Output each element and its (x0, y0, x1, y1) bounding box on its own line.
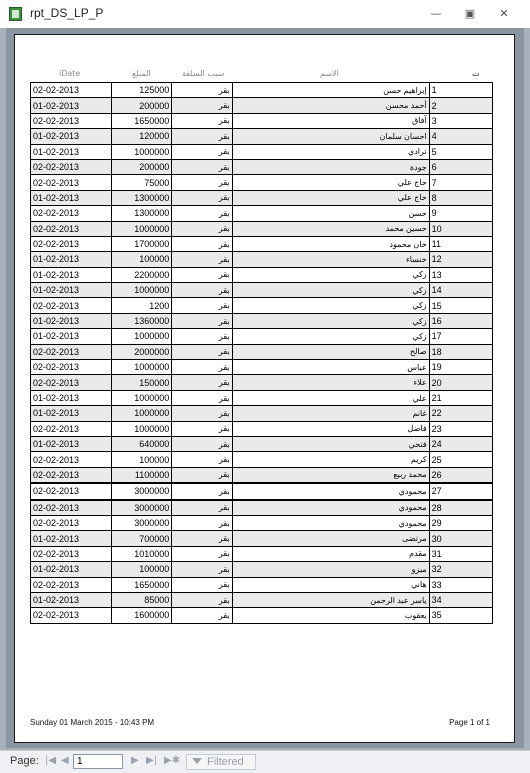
table-row (31, 159, 493, 174)
cell-amount: 1600000 (111, 608, 172, 623)
filter-button[interactable] (186, 754, 256, 770)
table-row (31, 190, 493, 205)
table-row (31, 452, 493, 467)
cell-amount: 1100000 (111, 467, 172, 483)
cell-amount: 700000 (111, 531, 172, 546)
cell-num: 25 (429, 452, 492, 467)
table-row (31, 608, 493, 623)
navigation-bar (0, 750, 530, 773)
cell-reason: بقر (172, 436, 232, 451)
table-row (31, 500, 493, 516)
cell-date: 02-02-2013 (31, 221, 112, 236)
cell-num: 2 (429, 98, 492, 113)
cell-amount: 200000 (111, 159, 172, 174)
cell-name: محمد ربيع (232, 467, 429, 483)
cell-num: 24 (429, 436, 492, 451)
table-row (31, 390, 493, 405)
cell-name: علي (232, 390, 429, 405)
cell-amount: 1300000 (111, 206, 172, 221)
cell-name: غانم (232, 406, 429, 421)
cell-date: 01-02-2013 (31, 562, 112, 577)
cell-num: 23 (429, 421, 492, 436)
cell-num: 18 (429, 344, 492, 359)
cell-date: 02-02-2013 (31, 577, 112, 592)
cell-amount: 120000 (111, 129, 172, 144)
cell-date: 02-02-2013 (31, 421, 112, 436)
restore-icon[interactable]: ▣ (464, 7, 476, 20)
first-page-icon[interactable]: |◀ (45, 755, 57, 766)
cell-reason: بقر (172, 562, 232, 577)
report-page (14, 34, 515, 743)
cell-date: 02-02-2013 (31, 483, 112, 499)
cell-num: 35 (429, 608, 492, 623)
cell-num: 27 (429, 483, 492, 499)
cell-name: زكي (232, 329, 429, 344)
report-table (30, 82, 493, 624)
cell-date: 02-02-2013 (31, 175, 112, 190)
table-row (31, 252, 493, 267)
cell-date: 02-02-2013 (31, 546, 112, 561)
cell-reason: بقر (172, 283, 232, 298)
cell-name: مقدم (232, 546, 429, 561)
cell-reason: بقر (172, 531, 232, 546)
report-icon (9, 7, 22, 21)
cell-amount: 125000 (111, 83, 172, 98)
table-row (31, 577, 493, 592)
cell-date: 01-02-2013 (31, 313, 112, 328)
cell-amount: 100000 (111, 562, 172, 577)
cell-date: 02-02-2013 (31, 298, 112, 313)
cell-date: 01-02-2013 (31, 129, 112, 144)
cell-num: 12 (429, 252, 492, 267)
window-title: rpt_DS_LP_P (30, 6, 104, 20)
cell-num: 16 (429, 313, 492, 328)
cell-num: 26 (429, 467, 492, 483)
cell-date: 02-02-2013 (31, 344, 112, 359)
prev-page-icon[interactable]: ◀ (61, 755, 69, 766)
cell-reason: بقر (172, 190, 232, 205)
cell-num: 19 (429, 360, 492, 375)
cell-reason: بقر (172, 500, 232, 516)
cell-reason: بقر (172, 313, 232, 328)
minimize-icon[interactable]: — (430, 7, 442, 20)
cell-amount: 1360000 (111, 313, 172, 328)
cell-name: فاضل (232, 421, 429, 436)
table-row (31, 344, 493, 359)
table-row (31, 531, 493, 546)
cell-amount: 2000000 (111, 344, 172, 359)
cell-reason: بقر (172, 98, 232, 113)
cell-reason: بقر (172, 546, 232, 561)
cell-name: زكي (232, 267, 429, 282)
cell-name: آفاق (232, 113, 429, 128)
cell-name: علاء (232, 375, 429, 390)
cell-date: 01-02-2013 (31, 190, 112, 205)
cell-num: 15 (429, 298, 492, 313)
cell-name: محمودي (232, 483, 429, 499)
cell-date: 02-02-2013 (31, 500, 112, 516)
cell-reason: بقر (172, 267, 232, 282)
cell-amount: 85000 (111, 592, 172, 607)
cell-date: 02-02-2013 (31, 206, 112, 221)
header-reason: سبب السلفة (182, 69, 225, 78)
table-row (31, 467, 493, 483)
cell-date: 02-02-2013 (31, 236, 112, 251)
cell-date: 02-02-2013 (31, 83, 112, 98)
cell-name: زكي (232, 298, 429, 313)
footer-page-count: Page 1 of 1 (449, 718, 490, 727)
cell-name: محمودي (232, 500, 429, 516)
table-row (31, 129, 493, 144)
funnel-icon (192, 758, 202, 764)
cell-amount: 640000 (111, 436, 172, 451)
cell-num: 6 (429, 159, 492, 174)
cell-reason: بقر (172, 452, 232, 467)
cell-reason: بقر (172, 608, 232, 623)
cell-num: 1 (429, 83, 492, 98)
cell-num: 29 (429, 515, 492, 530)
cell-reason: بقر (172, 252, 232, 267)
table-row (31, 283, 493, 298)
cell-reason: بقر (172, 406, 232, 421)
cell-num: 7 (429, 175, 492, 190)
table-row (31, 562, 493, 577)
cell-name: فتحي (232, 436, 429, 451)
cell-num: 14 (429, 283, 492, 298)
cell-name: هاني (232, 577, 429, 592)
header-name: الاسم (320, 69, 339, 78)
table-row (31, 436, 493, 451)
cell-name: صالح (232, 344, 429, 359)
cell-reason: بقر (172, 206, 232, 221)
cell-amount: 1650000 (111, 113, 172, 128)
cell-num: 4 (429, 129, 492, 144)
last-page-icon[interactable]: ▶| (146, 755, 158, 766)
cell-date: 02-02-2013 (31, 515, 112, 530)
cell-num: 11 (429, 236, 492, 251)
cell-name: أحمد محسن (232, 98, 429, 113)
cell-name: ميزو (232, 562, 429, 577)
cell-date: 02-02-2013 (31, 113, 112, 128)
cell-reason: بقر (172, 577, 232, 592)
cell-name: كريم (232, 452, 429, 467)
header-amount: المبلغ (132, 69, 151, 78)
cell-amount: 1000000 (111, 421, 172, 436)
cell-num: 30 (429, 531, 492, 546)
cell-reason: بقر (172, 83, 232, 98)
cell-num: 34 (429, 592, 492, 607)
cell-date: 01-02-2013 (31, 406, 112, 421)
cell-reason: بقر (172, 113, 232, 128)
cell-num: 17 (429, 329, 492, 344)
cell-amount: 1700000 (111, 236, 172, 251)
cell-reason: بقر (172, 236, 232, 251)
cell-amount: 1000000 (111, 221, 172, 236)
cell-amount: 150000 (111, 375, 172, 390)
cell-date: 01-02-2013 (31, 390, 112, 405)
cell-reason: بقر (172, 221, 232, 236)
cell-amount: 3000000 (111, 483, 172, 499)
cell-amount: 1000000 (111, 283, 172, 298)
table-row (31, 329, 493, 344)
cell-date: 02-02-2013 (31, 360, 112, 375)
cell-name: عباس (232, 360, 429, 375)
cell-date: 01-02-2013 (31, 531, 112, 546)
cell-amount: 100000 (111, 252, 172, 267)
cell-date: 02-02-2013 (31, 467, 112, 483)
table-row (31, 83, 493, 98)
table-row (31, 406, 493, 421)
table-row (31, 221, 493, 236)
cell-name: احسان سلمان (232, 129, 429, 144)
cell-amount: 1000000 (111, 144, 172, 159)
header-num: ت (472, 69, 480, 78)
cell-name: إبراهيم حسن (232, 83, 429, 98)
cell-num: 32 (429, 562, 492, 577)
cell-name: حسن (232, 206, 429, 221)
cell-name: حسين محمد (232, 221, 429, 236)
footer-date: Sunday 01 March 2015 - 10:43 PM (30, 718, 155, 727)
cell-amount: 1650000 (111, 577, 172, 592)
cell-num: 9 (429, 206, 492, 221)
cell-name: خنساء (232, 252, 429, 267)
table-row (31, 515, 493, 530)
cell-num: 13 (429, 267, 492, 282)
cell-date: 01-02-2013 (31, 436, 112, 451)
cell-date: 01-02-2013 (31, 252, 112, 267)
cell-num: 8 (429, 190, 492, 205)
cell-date: 02-02-2013 (31, 375, 112, 390)
page-label: Page: (10, 755, 39, 767)
cell-num: 5 (429, 144, 492, 159)
cell-name: ياسر عبد الرحمن (232, 592, 429, 607)
cell-amount: 1200 (111, 298, 172, 313)
cell-reason: بقر (172, 344, 232, 359)
table-row (31, 360, 493, 375)
cell-amount: 1000000 (111, 360, 172, 375)
cell-reason: بقر (172, 360, 232, 375)
close-icon[interactable]: ✕ (499, 7, 509, 20)
cell-reason: بقر (172, 592, 232, 607)
cell-num: 10 (429, 221, 492, 236)
cell-reason: بقر (172, 421, 232, 436)
cell-date: 01-02-2013 (31, 592, 112, 607)
cell-reason: بقر (172, 467, 232, 483)
cell-date: 01-02-2013 (31, 267, 112, 282)
cell-reason: بقر (172, 159, 232, 174)
table-row (31, 236, 493, 251)
cell-name: جودة (232, 159, 429, 174)
cell-date: 01-02-2013 (31, 283, 112, 298)
cell-date: 01-02-2013 (31, 98, 112, 113)
filter-label: Filtered (207, 756, 244, 768)
cell-num: 22 (429, 406, 492, 421)
table-row (31, 546, 493, 561)
cell-date: 01-02-2013 (31, 144, 112, 159)
cell-num: 20 (429, 375, 492, 390)
cell-amount: 200000 (111, 98, 172, 113)
cell-reason: بقر (172, 483, 232, 499)
next-page-icon[interactable]: ▶ (131, 755, 139, 766)
table-row (31, 267, 493, 282)
cell-date: 02-02-2013 (31, 452, 112, 467)
cell-reason: بقر (172, 298, 232, 313)
cell-name: يعقوب (232, 608, 429, 623)
table-row (31, 206, 493, 221)
cell-reason: بقر (172, 144, 232, 159)
cell-reason: بقر (172, 515, 232, 530)
table-row (31, 313, 493, 328)
cell-amount: 3000000 (111, 500, 172, 516)
cell-amount: 1000000 (111, 329, 172, 344)
cell-name: مرتضى (232, 531, 429, 546)
table-row (31, 483, 493, 499)
cell-reason: بقر (172, 129, 232, 144)
cell-amount: 1300000 (111, 190, 172, 205)
cell-name: زكي (232, 313, 429, 328)
table-row (31, 421, 493, 436)
table-row (31, 98, 493, 113)
cell-num: 21 (429, 390, 492, 405)
cell-reason: بقر (172, 375, 232, 390)
table-row (31, 113, 493, 128)
cell-num: 28 (429, 500, 492, 516)
cell-name: محمودي (232, 515, 429, 530)
page-number-input[interactable] (73, 754, 123, 769)
title-bar (0, 0, 530, 28)
cell-reason: بقر (172, 329, 232, 344)
cell-name: حاج علي (232, 190, 429, 205)
cell-amount: 100000 (111, 452, 172, 467)
cell-amount: 2200000 (111, 267, 172, 282)
cell-reason: بقر (172, 175, 232, 190)
table-row (31, 298, 493, 313)
table-row (31, 175, 493, 190)
cell-name: خان محمود (232, 236, 429, 251)
cell-amount: 3000000 (111, 515, 172, 530)
cell-amount: 1000000 (111, 390, 172, 405)
cell-amount: 75000 (111, 175, 172, 190)
cell-num: 31 (429, 546, 492, 561)
cell-amount: 1000000 (111, 406, 172, 421)
header-date: iDate (59, 69, 81, 78)
table-row (31, 144, 493, 159)
cell-name: ترادي (232, 144, 429, 159)
cell-num: 3 (429, 113, 492, 128)
cell-num: 33 (429, 577, 492, 592)
table-row (31, 375, 493, 390)
cell-date: 01-02-2013 (31, 329, 112, 344)
cell-date: 02-02-2013 (31, 608, 112, 623)
cell-name: حاج علي (232, 175, 429, 190)
cell-name: زكي (232, 283, 429, 298)
cell-reason: بقر (172, 390, 232, 405)
new-record-icon[interactable]: ▶✱ (164, 755, 181, 766)
cell-amount: 1010000 (111, 546, 172, 561)
table-row (31, 592, 493, 607)
cell-date: 02-02-2013 (31, 159, 112, 174)
